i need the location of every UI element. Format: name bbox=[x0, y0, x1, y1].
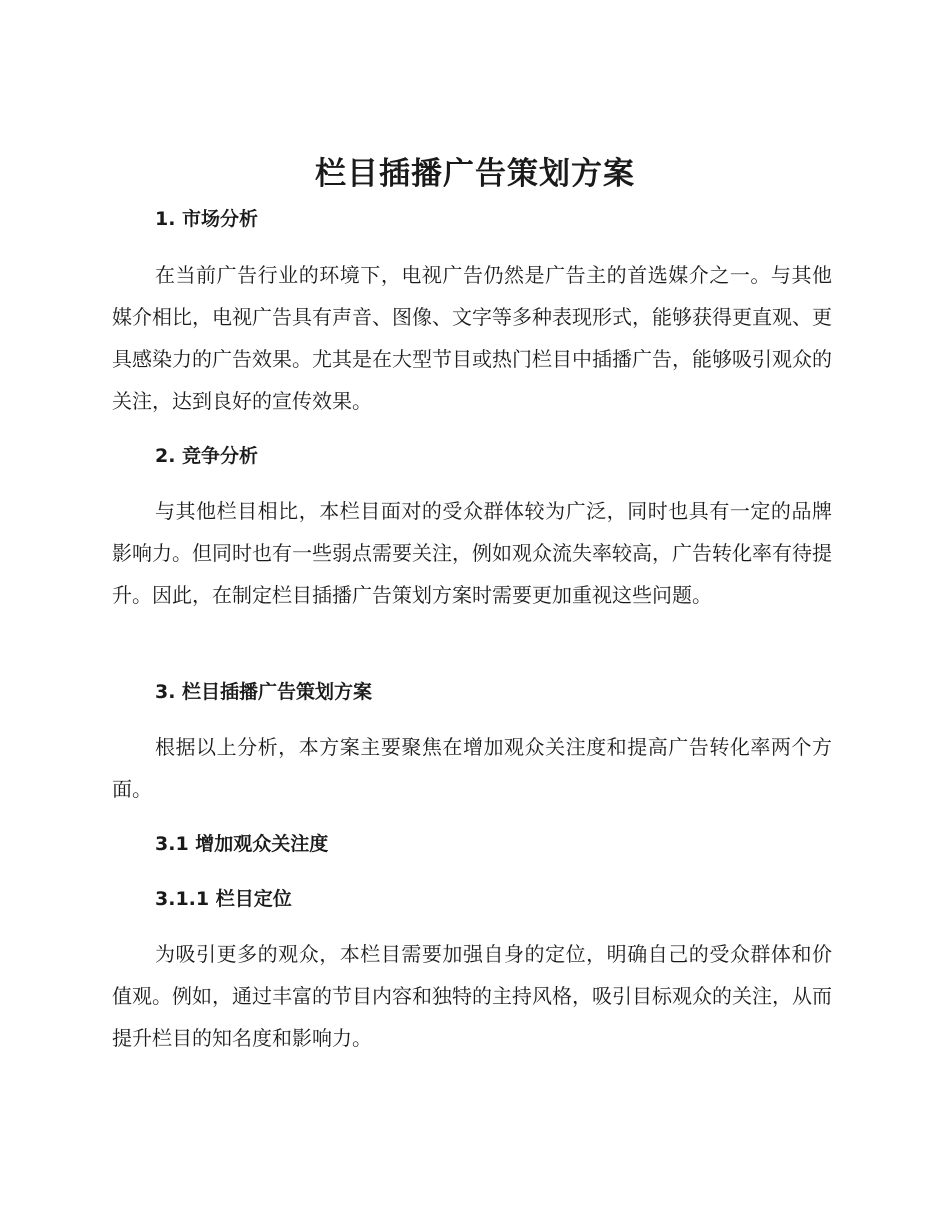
paragraph-market-analysis: 在当前广告行业的环境下，电视广告仍然是广告主的首选媒介之一。与其他媒介相比，电视广告具有声音、图像、文字等多种表现形式，能够获得更直观、更具感染力的广告效果。尤其是在大型节目或热门栏目中插播广告，能够吸引观众的关注，达到良好的宣传效果。 bbox=[112, 263, 832, 413]
paragraph-column-positioning: 为吸引更多的观众，本栏目需要加强自身的定位，明确自己的受众群体和价值观。例如，通过丰富的节目内容和独特的主持风格，吸引目标观众的关注，从而提升栏目的知名度和影响力。 bbox=[112, 942, 832, 1050]
section-heading-competition-analysis: 2. 竞争分析 bbox=[155, 445, 259, 467]
section-heading-column-positioning: 3.1.1 栏目定位 bbox=[155, 888, 292, 910]
paragraph-ad-plan: 根据以上分析，本方案主要聚焦在增加观众关注度和提高广告转化率两个方面。 bbox=[112, 735, 832, 801]
paragraph-competition-analysis: 与其他栏目相比，本栏目面对的受众群体较为广泛，同时也具有一定的品牌影响力。但同时也有一些弱点需要关注，例如观众流失率较高，广告转化率有待提升。因此，在制定栏目插播广告策划方案时需要更加重视这些问题。 bbox=[112, 499, 832, 607]
section-heading-market-analysis: 1. 市场分析 bbox=[155, 208, 259, 230]
section-heading-ad-plan: 3. 栏目插播广告策划方案 bbox=[155, 681, 373, 703]
section-heading-audience-attention: 3.1 增加观众关注度 bbox=[155, 833, 329, 855]
document-title: 栏目插播广告策划方案 bbox=[315, 156, 635, 192]
